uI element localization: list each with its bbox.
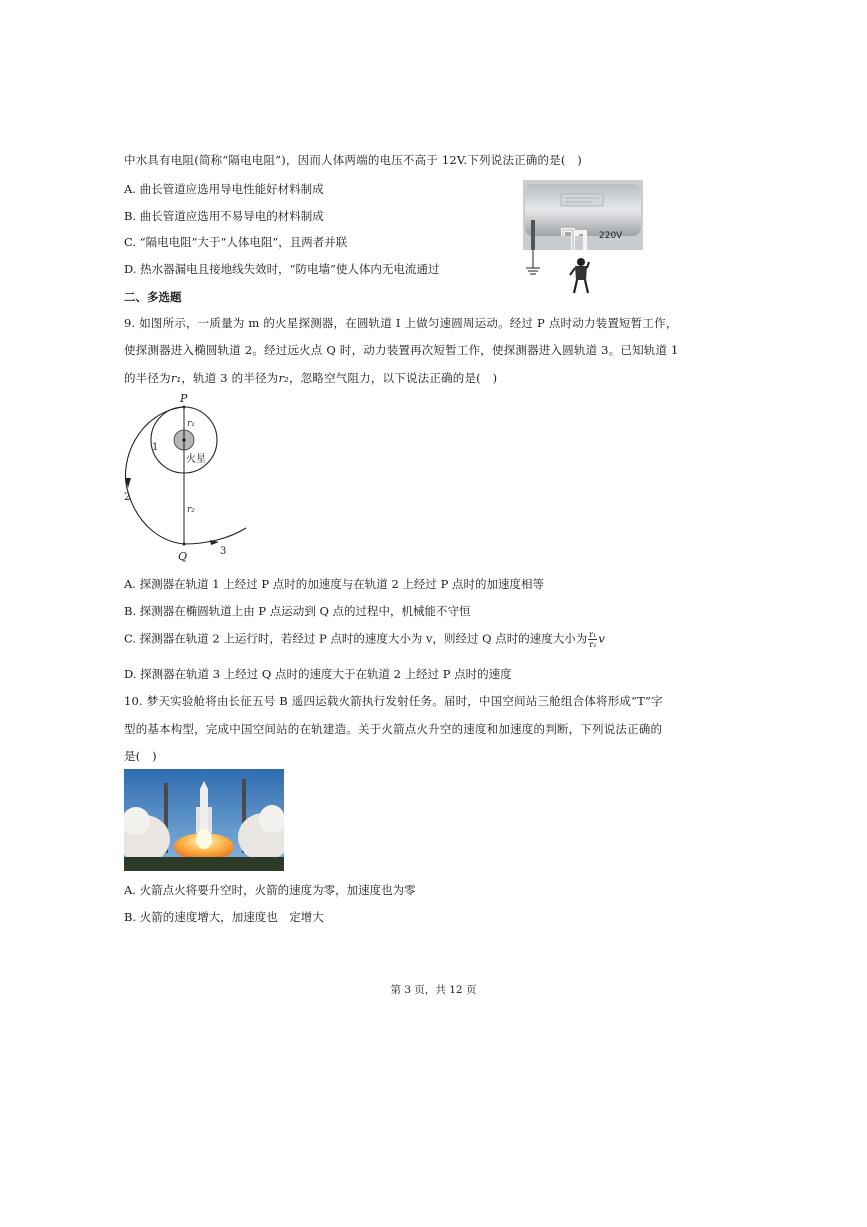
rocket-launch-photo <box>124 769 284 871</box>
water-heater-figure <box>523 180 645 295</box>
label-p: P <box>180 392 188 405</box>
section-heading: 二、多选题 <box>124 290 182 304</box>
q8-option-a: A. 曲长管道应选用导电性能好材料制成 <box>124 182 324 196</box>
q8-option-c: C. “隔电电阻”大于“人体电阻”，且两者并联 <box>124 235 348 249</box>
q9-line-2: 使探测器进入椭圆轨道 2。经过远火点 Q 时，动力装置再次短暂工作，使探测器进入圆轨道 3。已知轨道 1 <box>124 343 679 357</box>
label-r2: r₂ <box>187 505 195 515</box>
q9-option-d: D. 探测器在轨道 3 上经过 Q 点时的速度大于在轨道 2 上经过 P 点时的速度 <box>124 667 512 681</box>
q9-option-a: A. 探测器在轨道 1 上经过 P 点时的加速度与在轨道 2 上经过 P 点时的加速度相等 <box>124 577 544 591</box>
r2-symbol: r₂ <box>278 371 289 385</box>
orbit-2 <box>125 407 184 544</box>
voltage-label: 220V <box>599 231 623 241</box>
label-orbit-2: 2 <box>124 492 131 503</box>
r1-symbol: r₁ <box>170 371 182 385</box>
q10-line-1: 10. 梦天实验舱将由长征五号 B 遥四运载火箭执行发射任务。届时，中国空间站三舱组合体将形成“T”字 <box>124 694 663 708</box>
q9-line-1: 9. 如图所示，一质量为 m 的火星探测器，在圆轨道 I 上做匀速圆周运动。经过 P 点时动力装置短暂工作， <box>124 316 678 330</box>
q8-option-b: B. 曲长管道应选用不易导电的材料制成 <box>124 209 324 223</box>
label-mars: 火星 <box>186 454 206 465</box>
q9-line-3: 的半径为r₁，轨道 3 的半径为r₂，忽略空气阻力，以下说法正确的是( ) <box>124 371 498 385</box>
orbit-diagram <box>118 392 258 564</box>
label-orbit-3: 3 <box>220 546 227 557</box>
velocity-ratio-fraction: $\frac{\text{r₁}}{\text{r₂}}$ <box>589 630 597 649</box>
q8-option-d: D. 热水器漏电且接地线失效时，“防电墙”使人体内无电流通过 <box>124 262 440 276</box>
label-q: Q <box>178 550 188 563</box>
q10-option-b: B. 火箭的速度增大，加速度也 定增大 <box>124 910 324 924</box>
q10-line-3: 是( ) <box>124 749 157 763</box>
q9-option-c: C. 探测器在轨道 2 上运行时，若经过 P 点时的速度大小为 v，则经过 Q 点时的速度大小为 $\frac{\text{r₁}}{\text{r₂}}$ v <box>124 630 605 649</box>
page-footer: 第 3 页，共 12 页 <box>390 984 477 996</box>
q10-line-2: 型的基本构型，完成中国空间站的在轨建造。关于火箭点火升空的速度和加速度的判断，下列说法正确的 <box>124 722 663 736</box>
person-icon <box>570 258 589 293</box>
label-r1: r₁ <box>187 419 195 429</box>
q10-option-a: A. 火箭点火将要升空时，火箭的速度为零，加速度也为零 <box>124 883 416 897</box>
q8-stem-tail: 中水具有电阻(简称“隔电电阻”)，因而人体两端的电压不高于 12V.下列说法正确的是( ) <box>124 153 582 167</box>
label-orbit-1: 1 <box>152 442 159 453</box>
q9-option-b: B. 探测器在椭圆轨道上由 P 点运动到 Q 点的过程中，机械能不守恒 <box>124 604 471 618</box>
